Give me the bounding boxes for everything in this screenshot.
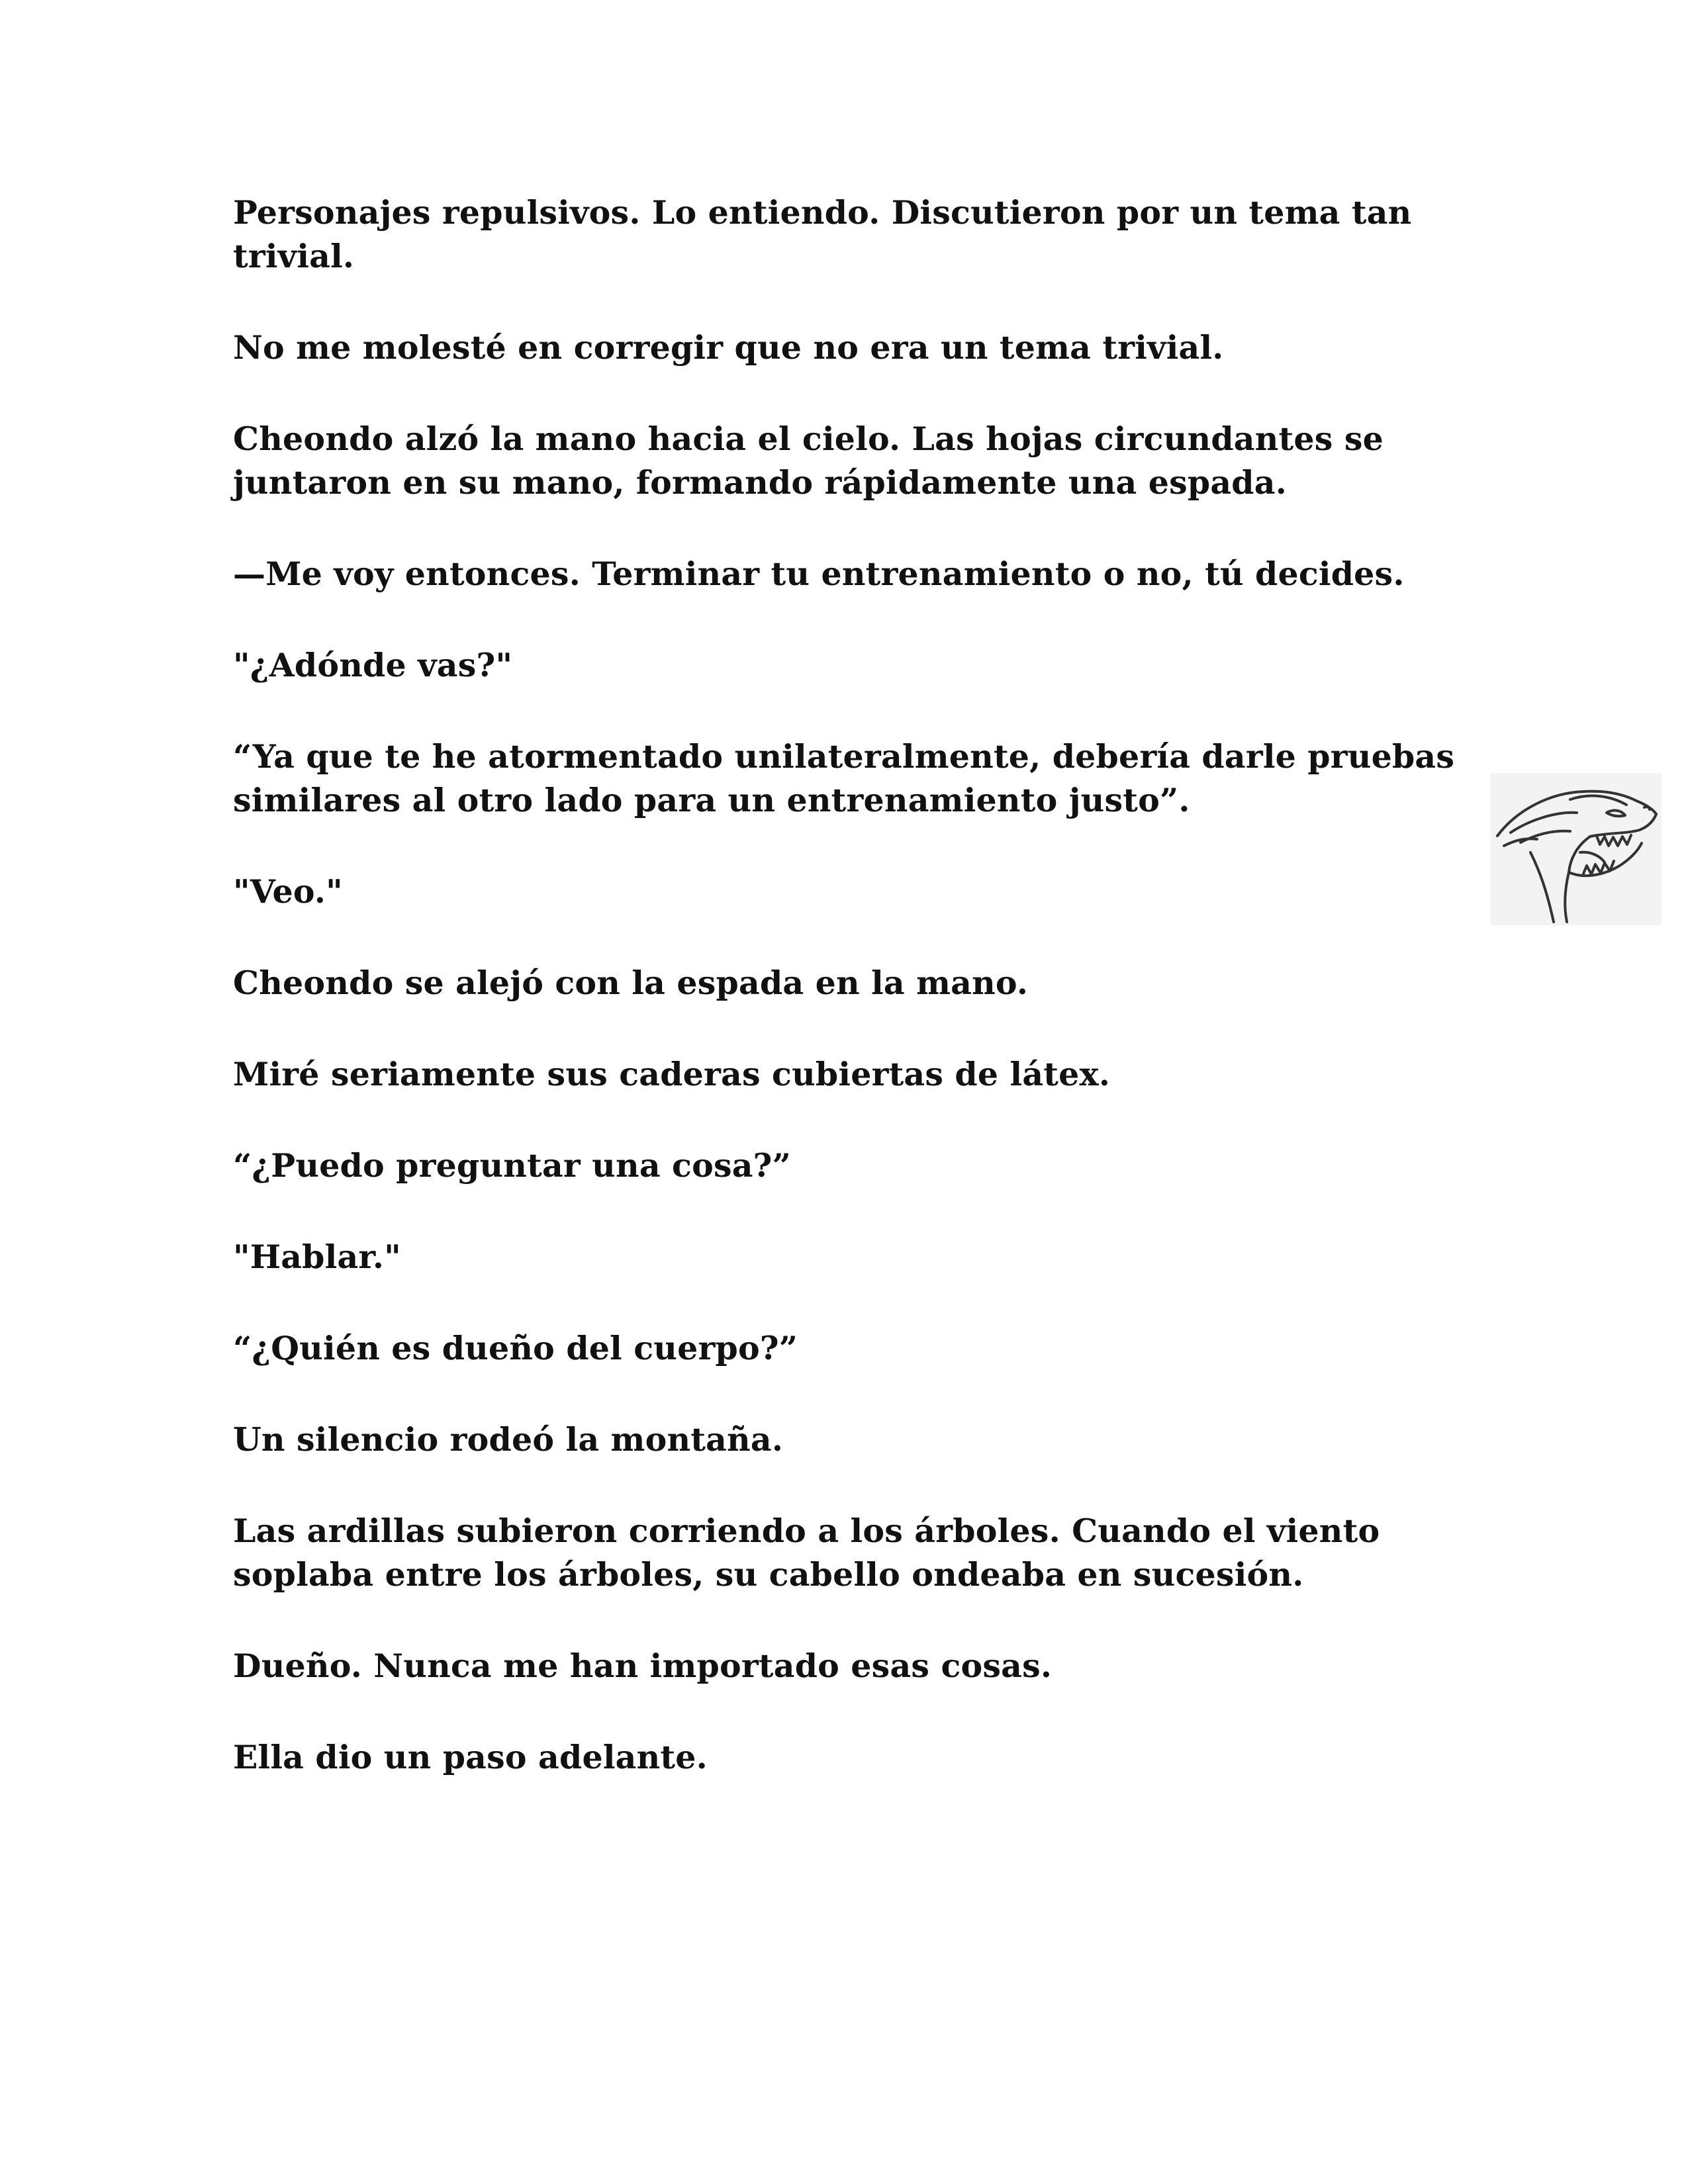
paragraph: Personajes repulsivos. Lo entiendo. Discutieron por un tema tan trivial. [233, 193, 1412, 275]
paragraph: —Me voy entonces. Terminar tu entrenamiento o no, tú decides. [233, 555, 1405, 593]
paragraph: Las ardillas subieron corriendo a los árboles. Cuando el viento soplaba entre los árboles, su cabello ondeaba en sucesión. [233, 1512, 1380, 1594]
paragraph: No me molesté en corregir que no era un tema trivial. [233, 328, 1224, 367]
dinosaur-head-icon [1491, 773, 1662, 925]
paragraph: “Ya que te he atormentado unilateralmente, debería darle pruebas similares al otro lado para un entrenamiento justo”. [233, 737, 1455, 819]
paragraph: Ella dio un paso adelante. [233, 1738, 708, 1776]
paragraph: "Hablar." [233, 1238, 401, 1276]
paragraph: "¿Adónde vas?" [233, 646, 513, 684]
story-text [233, 191, 1491, 1827]
paragraph: “¿Quién es dueño del cuerpo?” [233, 1329, 798, 1367]
paragraph: Cheondo se alejó con la espada en la mano. [233, 964, 1029, 1002]
paragraph: Un silencio rodeó la montaña. [233, 1420, 784, 1459]
paragraph: “¿Puedo preguntar una cosa?” [233, 1146, 791, 1185]
paragraph: "Veo." [233, 872, 343, 911]
paragraph: Cheondo alzó la mano hacia el cielo. Las hojas circundantes se juntaron en su mano, formando rápidamente una espada. [233, 420, 1383, 502]
paragraph: Dueño. Nunca me han importado esas cosas. [233, 1647, 1053, 1685]
paragraph: Miré seriamente sus caderas cubiertas de látex. [233, 1055, 1111, 1093]
